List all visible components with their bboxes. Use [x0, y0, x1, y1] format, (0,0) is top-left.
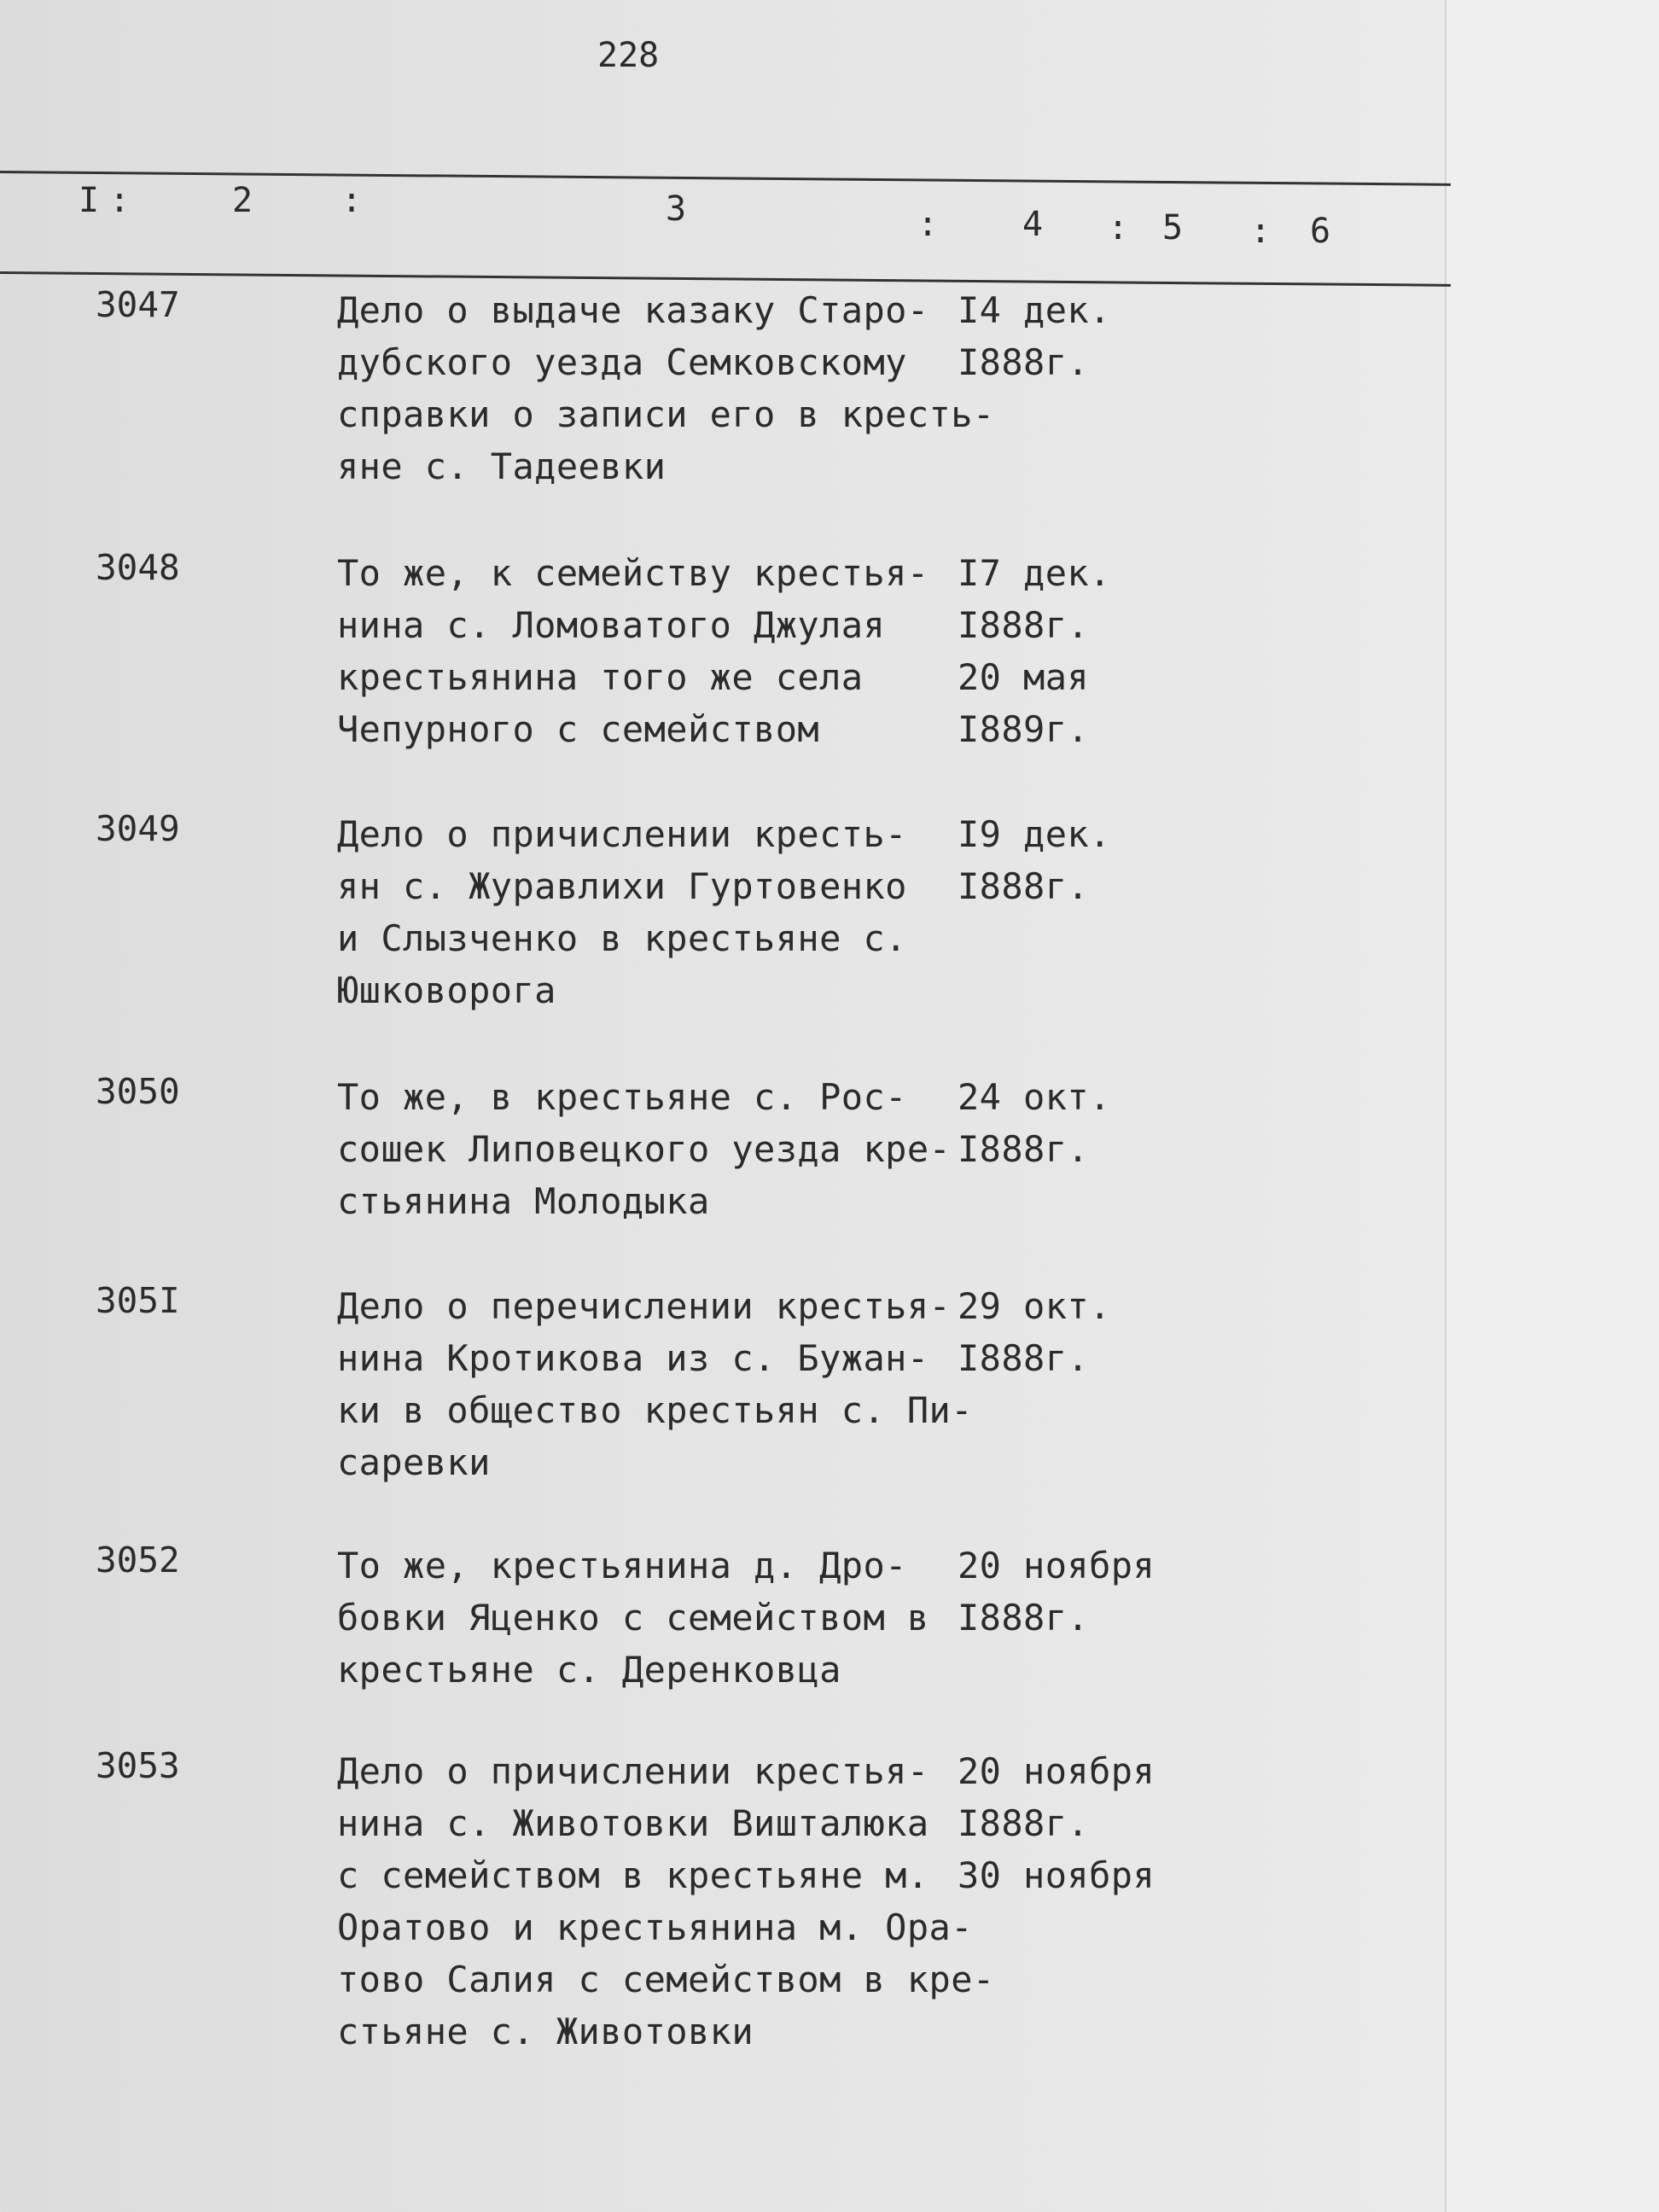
title-line: стьянина Молодыка — [337, 1180, 710, 1222]
record-number: 3047 — [96, 284, 180, 325]
title-line: ки в общество крестьян с. Пи- — [337, 1389, 973, 1431]
title-line: справки о записи его в кресть- — [337, 393, 995, 435]
column-header-1: I — [79, 181, 100, 220]
column-separator: : — [1250, 212, 1272, 251]
record-number: 3050 — [96, 1071, 180, 1112]
title-line: бовки Яценко с семейством в — [337, 1597, 929, 1639]
title-line: яне с. Тадеевки — [337, 445, 667, 487]
title-line: То же, в крестьяне с. Рос- — [337, 1076, 907, 1118]
date-line: I4 дек. — [958, 289, 1111, 331]
title-line: Дело о причислении крестья- — [337, 1750, 929, 1792]
title-line: саревки — [337, 1441, 491, 1483]
record-number: 3048 — [96, 547, 180, 588]
title-line: стьяне с. Животовки — [337, 2011, 754, 2052]
title-line: тово Салия с семейством в кре- — [337, 1959, 995, 2000]
record-number: 3049 — [96, 808, 180, 849]
date-line: 20 мая — [958, 656, 1090, 698]
title-line: дубского уезда Семковскому — [337, 341, 907, 383]
record-title — [337, 1071, 969, 1227]
title-line: крестьянина того же села — [337, 656, 864, 698]
date-line: I888г. — [958, 865, 1090, 907]
column-header-2: 2 — [232, 181, 253, 220]
title-line: То же, крестьянина д. Дро- — [337, 1545, 907, 1586]
page-edge — [1445, 0, 1659, 2212]
column-header-5: 5 — [1162, 208, 1184, 247]
title-line: Дело о перечислении крестья- — [337, 1285, 952, 1327]
date-line: I888г. — [958, 604, 1090, 646]
title-line: нина с. Ломоватого Джулая — [337, 604, 886, 646]
record-title — [337, 1280, 973, 1488]
date-line: 30 ноября — [958, 1854, 1155, 1896]
title-line: Чепурного с семейством — [337, 708, 820, 750]
date-line: 24 окт. — [958, 1076, 1111, 1118]
record-title — [337, 547, 969, 755]
title-line: Оратово и крестьянина м. Ора- — [337, 1906, 973, 1948]
title-line: ян с. Журавлихи Гуртовенко — [337, 865, 907, 907]
record-title — [337, 1745, 995, 2058]
column-separator: : — [341, 181, 363, 220]
record-dates — [958, 808, 1111, 912]
date-line: I888г. — [958, 1128, 1090, 1170]
title-line: с семейством в крестьяне м. — [337, 1854, 929, 1896]
date-line: I7 дек. — [958, 552, 1111, 594]
record-number: 305I — [96, 1280, 180, 1321]
record-dates — [958, 284, 1111, 388]
record-dates — [958, 1745, 1155, 1901]
title-line: крестьяне с. Деренковца — [337, 1649, 841, 1691]
column-header-4: 4 — [1022, 205, 1044, 244]
title-line: нина с. Животовки Вишталюка — [337, 1802, 929, 1844]
table-top-rule — [0, 171, 1451, 186]
column-separator: : — [917, 205, 939, 244]
title-line: нина Кротикова из с. Бужан- — [337, 1337, 929, 1379]
title-line: сошек Липовецкого уезда кре- — [337, 1128, 952, 1170]
column-header-6: 6 — [1310, 212, 1331, 251]
title-line: Дело о причислении кресть- — [337, 813, 907, 855]
record-title — [337, 284, 995, 492]
record-dates — [958, 1071, 1111, 1175]
title-line: и Слызченко в крестьяне с. — [337, 917, 907, 959]
page-number: 228 — [597, 36, 660, 75]
title-line: То же, к семейству крестья- — [337, 552, 929, 594]
column-separator: : — [109, 181, 131, 220]
record-number: 3053 — [96, 1745, 180, 1786]
date-line: I889г. — [958, 708, 1090, 750]
date-line: I888г. — [958, 1337, 1090, 1379]
date-line: I888г. — [958, 1597, 1090, 1639]
record-dates — [958, 547, 1111, 755]
title-line: Дело о выдаче казаку Старо- — [337, 289, 929, 331]
date-line: 29 окт. — [958, 1285, 1111, 1327]
date-line: 20 ноября — [958, 1750, 1155, 1792]
record-title — [337, 1540, 969, 1696]
record-dates — [958, 1540, 1155, 1644]
record-dates — [958, 1280, 1111, 1384]
date-line: 20 ноября — [958, 1545, 1155, 1586]
record-title — [337, 808, 969, 1016]
title-line: Юшковорога — [337, 969, 556, 1011]
column-separator: : — [1108, 208, 1129, 247]
date-line: I9 дек. — [958, 813, 1111, 855]
record-number: 3052 — [96, 1540, 180, 1580]
column-header-3: 3 — [666, 189, 687, 229]
date-line: I888г. — [958, 341, 1090, 383]
date-line: I888г. — [958, 1802, 1090, 1844]
